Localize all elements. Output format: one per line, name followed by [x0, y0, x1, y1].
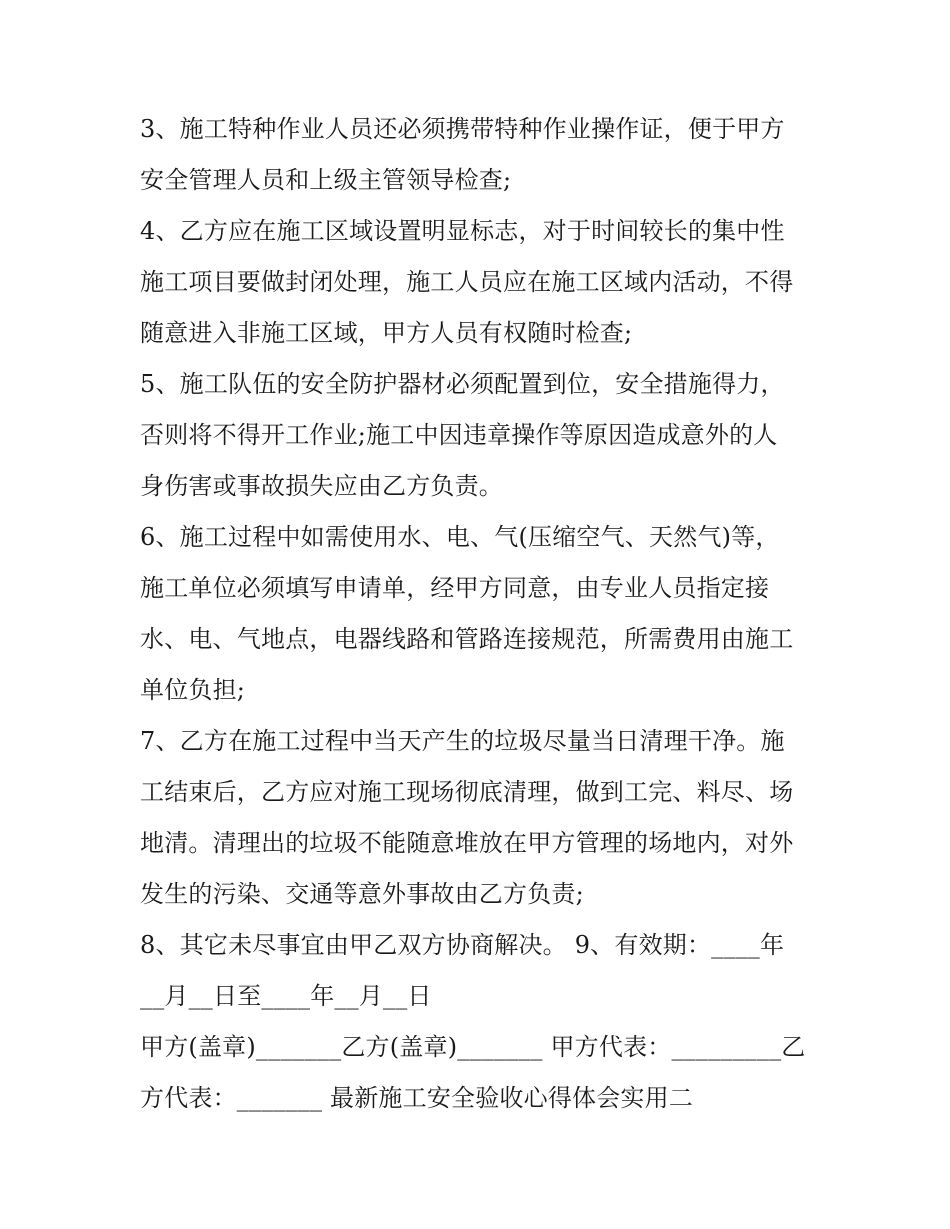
- text-line: 3、施工特种作业人员还必须携带特种作业操作证，便于甲方: [140, 115, 785, 143]
- text-line: 否则将不得开工作业;施工中因违章操作等原因造成意外的人: [140, 421, 778, 449]
- text-line: 身伤害或事故损失应由乙方负责。: [140, 472, 503, 500]
- signature-line: 方代表：_______ 最新施工安全验收心得体会实用二: [140, 1084, 694, 1112]
- text-line: 安全管理人员和上级主管领导检查;: [140, 166, 512, 194]
- text-line: 地清。清理出的垃圾不能随意堆放在甲方管理的场地内，对外: [140, 829, 794, 857]
- text-line: 施工单位必须填写申请单，经甲方同意，由专业人员指定接: [140, 574, 770, 602]
- text-line: 发生的污染、交通等意外事故由乙方负责;: [140, 880, 584, 908]
- text-line: __月__日至____年__月__日: [140, 982, 432, 1010]
- text-line: 施工项目要做封闭处理，施工人员应在施工区域内活动，不得: [140, 268, 794, 296]
- text-line: 单位负担;: [140, 676, 246, 704]
- text-line: 4、乙方应在施工区域设置明显标志，对于时间较长的集中性: [140, 217, 785, 245]
- text-line: 水、电、气地点，电器线路和管路连接规范，所需费用由施工: [140, 625, 794, 653]
- text-line: 8、其它未尽事宜由甲乙双方协商解决。 9、有效期：____年: [140, 931, 785, 959]
- signature-line: 甲方(盖章)_______乙方(盖章)_______ 甲方代表：_________乙: [140, 1033, 806, 1061]
- text-line: 6、施工过程中如需使用水、电、气(压缩空气、天然气)等，: [140, 523, 780, 551]
- text-line: 7、乙方在施工过程中当天产生的垃圾尽量当日清理干净。施: [140, 727, 785, 755]
- text-line: 随意进入非施工区域，甲方人员有权随时检查;: [140, 319, 633, 347]
- text-line: 工结束后，乙方应对施工现场彻底清理，做到工完、料尽、场: [140, 778, 794, 806]
- text-line: 5、施工队伍的安全防护器材必须配置到位，安全措施得力，: [140, 370, 785, 398]
